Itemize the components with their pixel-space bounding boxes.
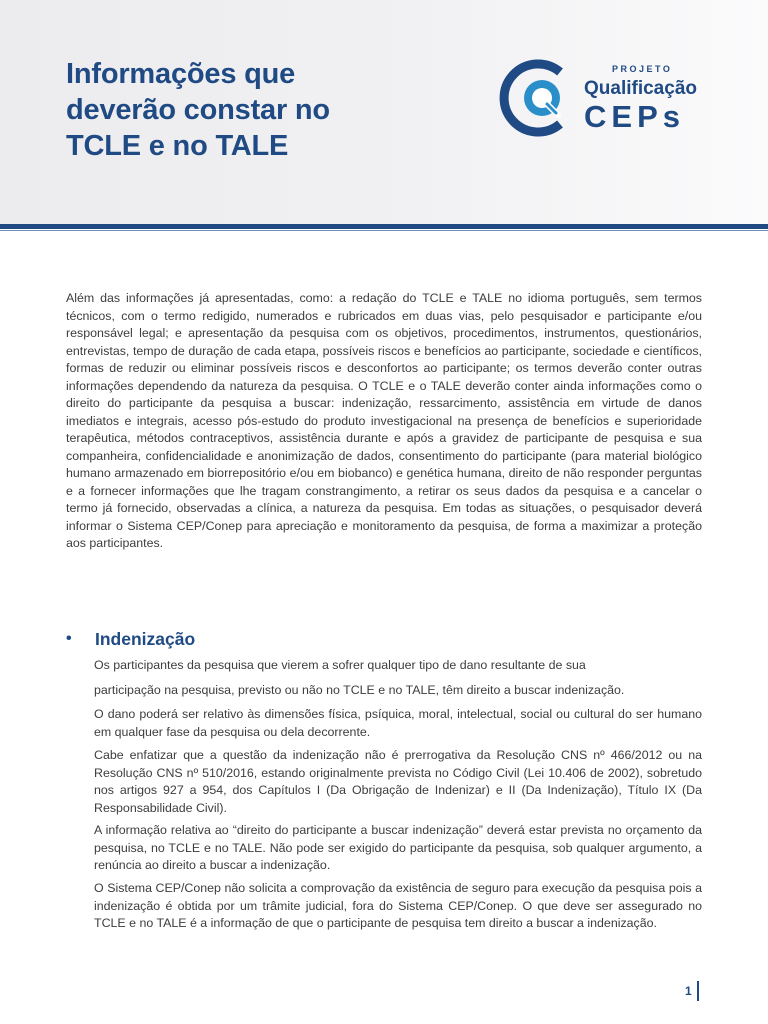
header-divider-thin (0, 230, 768, 231)
section-paragraph: O dano poderá ser relativo às dimensões física, psíquica, moral, intelectual, social ou cultural do ser humano em qualquer fase da pesquisa ou dela decorrente. (94, 707, 702, 739)
section-paragraph: Cabe enfatizar que a questão da indenização não é prerrogativa da Resolução CNS nº 466/2012 ou na Resolução CNS nº 510/2016, estando originalmente prevista no Código Civil (Lei 10.406 de 2002), sobretudo nos artigos 927 a 954, dos Capítulos I (Da Obrigação de Indenizar) e II (Da Indenização), Título IX (Da Responsabilidade Civil). (94, 748, 702, 815)
page-number-bar (697, 981, 699, 1001)
section-title-indenizacao: Indenização (95, 629, 196, 649)
section-paragraph: A informação relativa ao “direito do participante a buscar indenização” deverá estar prevista no orçamento da pesquisa, no TCLE e no TALE. Não pode ser exigido do participante da pesquisa, sob qualquer argumento, a renúncia ao direito a buscar a indenização. (94, 823, 702, 872)
page-title: Informações que deverão constar no TCLE e no TALE (66, 58, 330, 162)
header-divider (0, 224, 768, 229)
section-paragraph: Os participantes da pesquisa que vierem a sofrer qualquer tipo de dano resultante de sua (94, 658, 586, 672)
logo-ceps-label: CEPs (584, 99, 685, 134)
logo-qualificacao-label: Qualificação (584, 78, 697, 99)
page-number: 1 (685, 984, 692, 998)
logo-projeto-label: PROJETO (612, 64, 673, 74)
intro-paragraph: Além das informações já apresentadas, como: a redação do TCLE e TALE no idioma português, sem termos técnicos, com o termo redigido, numerados e rubricados em duas vias, pelo pesquisador e participante e/ou responsável legal; e apresentação da pesquisa com os objetivos, procedimentos, instrumentos, questionários, entrevistas, tempo de duração de cada etapa, possíveis riscos e benefícios ao participante, sociedade e científicos, formas de reduzir ou eliminar possíveis riscos e desconfortos ao participante; os termos deverão conter outras informações dependendo da natureza da pesquisa. O TCLE e o TALE deverão conter ainda informações como o direito do participante da pesquisa a buscar: indenização, ressarcimento, assistência em virtude de danos imediatos e integrais, acesso pós-estudo do produto investigacional na presença de benefícios e superioridade terapêutica, métodos contraceptivos, assistência durante e após a gravidez de participante de pesquisa e sua companheira, confidencialidade e anonimização de dados, consentimento do participante (para material biológico humano armazenado em biorrepositório e/ou em biobanco) e genética humana, direito de não responder perguntas e a fornecer informações que lhe tragam constrangimento, a retirar os seus dados da pesquisa e a cancelar o termo já fornecido, observadas a clínica, a natureza da pesquisa. Em todas as situações, o pesquisador deverá informar o Sistema CEP/Conep para apreciação e monitoramento da pesquisa, de forma a maximizar a proteção aos participantes. (66, 291, 702, 550)
section-paragraph: participação na pesquisa, previsto ou não no TCLE e no TALE, têm direito a buscar indenização. (94, 683, 625, 697)
section-bullet: • (66, 630, 72, 647)
section-paragraph: O Sistema CEP/Conep não solicita a comprovação da existência de seguro para execução da pesquisa pois a indenização é obtida por um trâmite judicial, fora do Sistema CEP/Conep. O que deve ser assegurado no TCLE e no TALE é a informação de que o participante de pesquisa tem direito a buscar a indenização. (94, 881, 702, 930)
ceps-logo-mark-icon (498, 58, 578, 138)
